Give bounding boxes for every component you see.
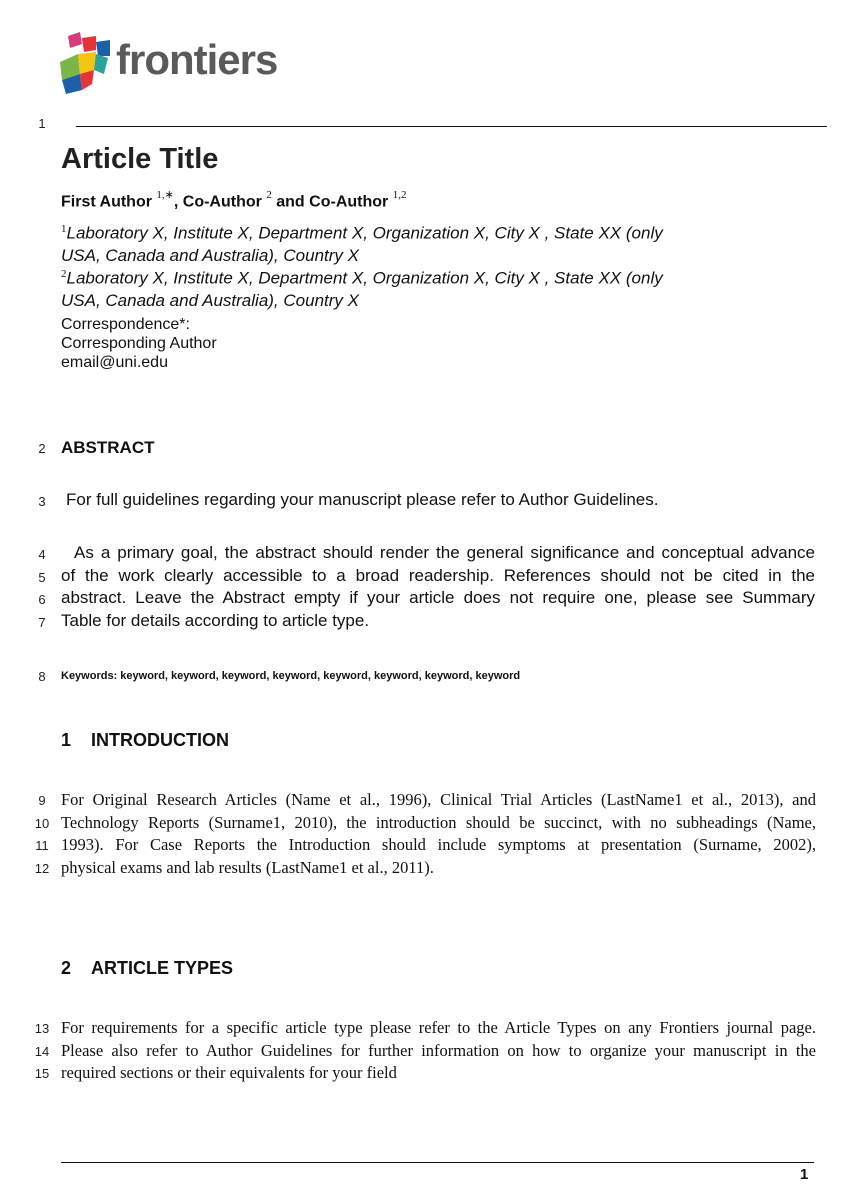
header-rule [76, 126, 827, 127]
article-title: Article Title [61, 143, 219, 175]
affiliation-text: Laboratory X, Institute X, Department X, Organization X, City X , State XX (only [66, 223, 663, 243]
abstract-heading: ABSTRACT [61, 438, 155, 457]
affiliation-2 [61, 263, 741, 313]
line-number: 8 [38, 669, 46, 684]
article-types-paragraph [61, 1017, 816, 1085]
correspondence-email: email@uni.edu [61, 354, 168, 371]
text-line: 1993). For Case Reports the Introduction should include symptoms at presentation (Surname, 2002), [61, 835, 816, 855]
correspondence-label: Correspondence*: [61, 316, 190, 333]
author-affiliation-marker: 1,2 [392, 189, 407, 201]
author-affiliation-marker: 1,∗ [156, 189, 174, 201]
keywords: Keywords: keyword, keyword, keyword, keyword, keyword, keyword, keyword, keyword [61, 670, 521, 682]
text-line: of the work clearly accessible to a broad readership. References should not be cited in the [61, 565, 815, 585]
text-line: Table for details according to article type. [61, 610, 370, 630]
text-line: required sections or their equivalents for your field [61, 1063, 397, 1083]
line-number: 13 [34, 1021, 50, 1036]
text-line: Please also refer to Author Guidelines for further information on how to organize your manuscript in the [61, 1040, 816, 1060]
logo-wordmark: frontiers [116, 36, 278, 83]
affiliation-1 [61, 218, 741, 268]
line-number: 3 [38, 494, 46, 509]
section-heading-introduction [61, 730, 229, 751]
introduction-paragraph [61, 789, 816, 879]
author-separator: , [173, 193, 183, 211]
abstract-paragraph-1: For full guidelines regarding your manuscript please refer to Author Guidelines. [66, 490, 659, 509]
text-line: Technology Reports (Surname1, 2010), the introduction should be succinct, with no subheadings (Name, [61, 812, 816, 832]
line-number: 5 [38, 570, 46, 585]
affiliation-text: Laboratory X, Institute X, Department X, Organization X, City X , State XX (only [66, 268, 663, 288]
text-line: For requirements for a specific article type please refer to the Article Types on any Frontiers journal page. [61, 1018, 816, 1037]
line-number: 9 [38, 793, 46, 808]
line-number: 12 [34, 861, 50, 876]
line-number: 1 [38, 116, 46, 131]
correspondence-block [61, 315, 217, 372]
line-number: 15 [34, 1066, 50, 1081]
page-number: 1 [800, 1166, 809, 1183]
author-affiliation-marker: 2 [266, 189, 272, 201]
line-number: 7 [38, 615, 46, 630]
section-number: 2 [61, 958, 72, 978]
affiliation-text: USA, Canada and Australia), Country X [61, 291, 359, 311]
line-number: 6 [38, 592, 46, 607]
abstract-paragraph-2 [61, 542, 815, 632]
correspondence-name: Corresponding Author [61, 335, 217, 352]
affiliation-marker: 1 [61, 223, 67, 235]
frontiers-cube-icon [60, 32, 112, 94]
author-name: Co-Author [182, 193, 262, 211]
text-line: physical exams and lab results (LastName1 et al., 2011). [61, 857, 434, 877]
text-line: For Original Research Articles (Name et al., 1996), Clinical Trial Articles (LastName1 et al., 2013), and [61, 790, 816, 809]
author-list [61, 190, 406, 211]
author-separator: and [271, 193, 310, 211]
line-number: 14 [34, 1044, 50, 1059]
author-name: First Author [61, 193, 152, 211]
line-number: 11 [35, 838, 49, 853]
section-title: INTRODUCTION [91, 730, 229, 750]
frontiers-logo [60, 30, 290, 96]
footer-rule [61, 1162, 814, 1163]
text-line: abstract. Leave the Abstract empty if your article does not require one, please see Summary [61, 588, 815, 608]
section-title: ARTICLE TYPES [91, 958, 234, 978]
line-number: 10 [34, 816, 50, 831]
section-number: 1 [61, 730, 72, 750]
affiliation-marker: 2 [61, 268, 67, 280]
author-name: Co-Author [309, 193, 389, 211]
line-number: 2 [38, 441, 46, 456]
affiliation-text: USA, Canada and Australia), Country X [61, 246, 359, 266]
text-line: As a primary goal, the abstract should render the general significance and conceptual advance [74, 543, 815, 562]
line-number: 4 [38, 547, 46, 562]
section-heading-article-types [61, 958, 233, 979]
